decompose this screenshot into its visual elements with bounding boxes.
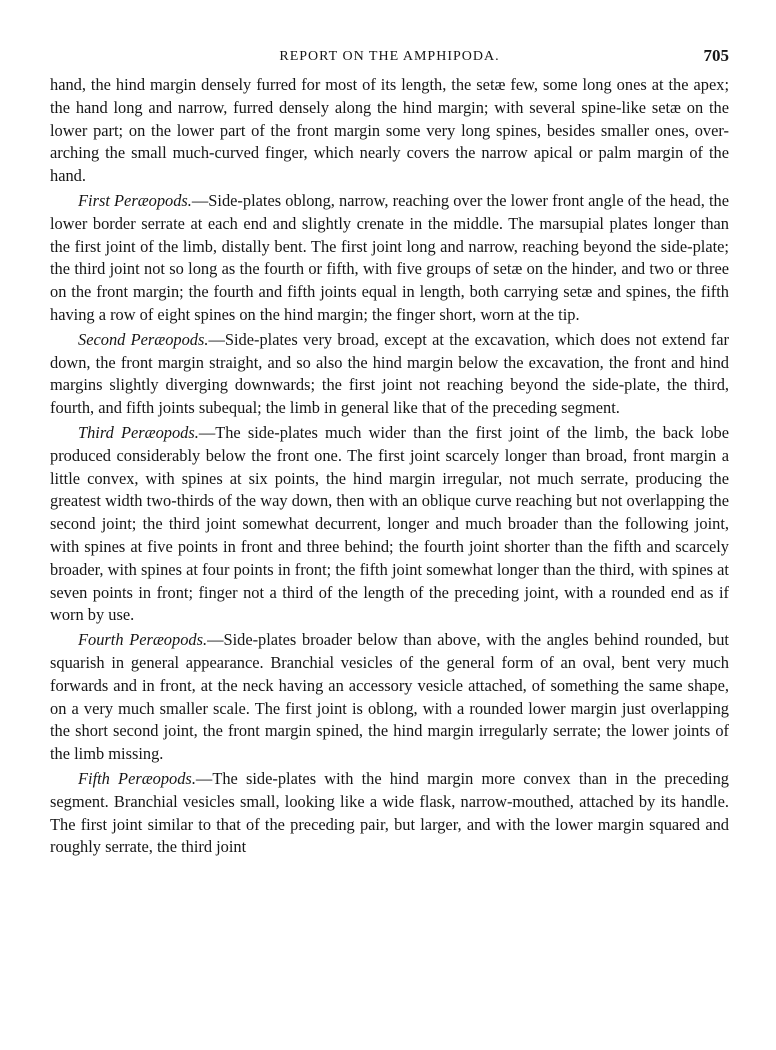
paragraph-fourth-peraeopods bbox=[50, 629, 729, 766]
paragraph-continuation bbox=[50, 74, 729, 188]
section-heading: Fifth Peræopods. bbox=[78, 768, 196, 788]
paragraph-second-peraeopods bbox=[50, 329, 729, 420]
paragraph-text: —Side-plates oblong, narrow, reaching over the lower front angle of the head, the lower border serrate at each end and slightly crenate in the middle. The marsupial plates longer than the first joint of the limb, distally bent. The first joint long and narrow, reaching beyond the side-plate; the third joint not so long as the fourth or fifth, with five groups of setæ on the hinder, and two or three on the front margin; the fourth and fifth joints equal in length, both carrying setæ and spines, the fifth having a row of eight spines on the hind margin; the finger short, worn at the tip. bbox=[50, 190, 729, 324]
section-heading: First Peræopods. bbox=[78, 190, 192, 210]
paragraph-fifth-peraeopods bbox=[50, 768, 729, 859]
paragraph-text: hand, the hind margin densely furred for most of its length, the setæ few, some long ones at the apex; the hand long and narrow, furred densely along the hind margin; with several spine-like setæ on the lower part; on the lower part of the front margin some very long spines, besides smaller ones, over-arching the small much-curved finger, which nearly covers the narrow apical or palm margin of the hand. bbox=[50, 75, 729, 186]
section-heading: Third Peræopods. bbox=[78, 422, 199, 442]
section-heading: Second Peræopods. bbox=[78, 329, 209, 349]
paragraph-text: —The side-plates much wider than the first joint of the limb, the back lobe produced considerably below the front one. The first joint scarcely longer than broad, front margin a little convex, with spines at six points, the hind margin irregular, not much serrate, producing the greatest width two-thirds of the way down, then with an oblique curve reaching but not overlapping the second joint; the third joint somewhat decurrent, longer and much broader than the following joint, with spines at five points in front and three behind; the fourth joint shorter than the fifth and scarcely broader, with spines at four points in front; the fifth joint somewhat longer than the third, with spines at seven points in front; finger not a third of the length of the preceding joint, with a rounded end as if worn by use. bbox=[50, 422, 729, 625]
running-title: REPORT ON THE AMPHIPODA. bbox=[279, 49, 500, 64]
body-text bbox=[50, 74, 729, 859]
section-heading: Fourth Peræopods. bbox=[78, 630, 208, 650]
paragraph-text: —The side-plates with the hind margin more convex than in the preceding segment. Branchial vesicles small, looking like a wide flask, narrow-mouthed, attached by its handle. The first joint similar to that of the preceding pair, but larger, and with the lower margin squared and roughly serrate, the third joint bbox=[50, 768, 730, 857]
paragraph-text: —Side-plates very broad, except at the excavation, which does not extend far down, the front margin straight, and so also the hind margin below the excavation, the front and hind margins slightly diverging downwards; the first joint not reaching beyond the side-plate, the third, fourth, and fifth joints subequal; the limb in general like that of the preceding segment. bbox=[50, 329, 729, 418]
paragraph-third-peraeopods bbox=[50, 422, 729, 627]
page-number: 705 bbox=[703, 46, 729, 65]
paragraph-first-peraeopods bbox=[50, 190, 729, 327]
page bbox=[50, 44, 729, 861]
running-head bbox=[50, 44, 729, 74]
paragraph-text: —Side-plates broader below than above, with the angles behind rounded, but squarish in general appearance. Branchial vesicles of the general form of an oval, bent very much forwards and in front, at the neck having an accessory vesicle attached, of something the same shape, on a very much smaller scale. The first joint is oblong, with a rounded lower margin just overlapping the short second joint, the front margin spined, the hind margin irregularly serrate; the lower joints of the limb missing. bbox=[50, 630, 729, 764]
